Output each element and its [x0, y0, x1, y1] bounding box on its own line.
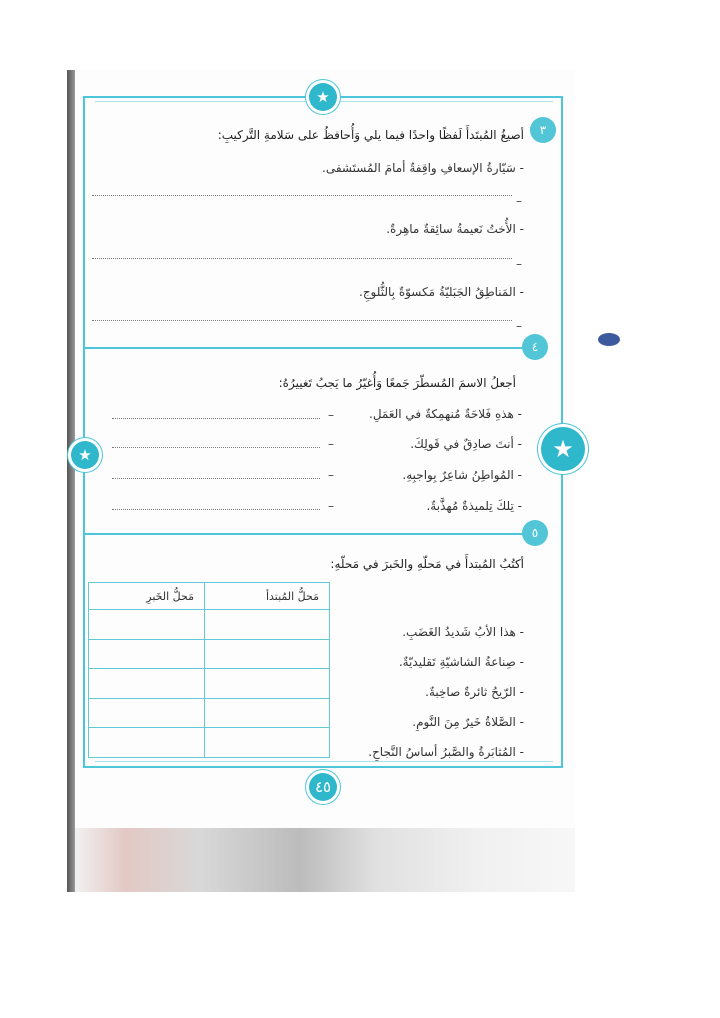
answer-dash: – — [328, 437, 334, 451]
answer-cell[interactable] — [204, 639, 329, 669]
exercise-1-item-3: - المَناطِقُ الجَبَليّةُ مَكسوّةٌ بِالثُّلوجِ. — [359, 285, 524, 299]
exercise-1-item-1: - سَيّارةُ الإسعافِ واقِفةٌ أمامَ المُستَشفى. — [322, 161, 524, 175]
exercise-1-instruction: أصيغُ المُبتَدأَ لَفظًا واحدًا فيما يلي وَأُحافظُ على سَلامةِ التَّركيبِ: — [217, 128, 524, 142]
exercise-1-badge: ٣ — [530, 117, 556, 143]
divider-1 — [85, 347, 545, 349]
table-row — [89, 639, 330, 669]
table-header-row — [89, 583, 330, 610]
answer-dash: – — [516, 257, 522, 271]
exercise-3-item-1: - هذا الأبُ شَديدُ الغَضَبِ. — [402, 625, 524, 639]
answer-cell[interactable] — [89, 639, 205, 669]
bottom-border-thin — [95, 761, 553, 762]
answer-cell[interactable] — [89, 669, 205, 699]
scan-bottom-strip — [75, 828, 575, 892]
exercise-2-item-1: - هذهِ فَلاحَةٌ مُنهمِكةٌ في العَمَلِ. — [369, 407, 522, 421]
table-row — [89, 669, 330, 699]
exercise-3-item-4: - الصَّلاةُ خَيرٌ مِنَ النَّومِ. — [412, 715, 524, 729]
exercise-2-item-4: - تِلكَ تِلميذةٌ مُهذَّبةٌ. — [426, 499, 522, 513]
right-star-emblem-icon: ★ — [541, 427, 585, 471]
answer-dash: – — [516, 194, 522, 208]
answer-dash: – — [328, 499, 334, 513]
exercise-3-badge: ٥ — [522, 520, 548, 546]
exercise-2-item-3: - المُواطِنُ شاعِرٌ بِواجبِهِ. — [402, 468, 522, 482]
exercise-2-instruction: أجعلُ الاسمَ المُسطّرَ جَمعًا وَأُغيّرُ ما يَجبُ تَغييرُهُ: — [278, 376, 516, 390]
answer-cell[interactable] — [89, 610, 205, 640]
answer-line[interactable] — [92, 320, 512, 321]
answer-line[interactable] — [112, 509, 320, 510]
bottom-page-emblem: ٤٥ — [309, 773, 337, 801]
table-header-subject: مَحلُّ المُبتدأ — [204, 583, 329, 610]
answer-cell[interactable] — [204, 728, 329, 758]
book-binding-shadow — [67, 70, 75, 892]
answer-cell[interactable] — [89, 728, 205, 758]
answer-dash: – — [328, 468, 334, 482]
table-row — [89, 698, 330, 728]
answer-line[interactable] — [112, 418, 320, 419]
table-row — [89, 728, 330, 758]
divider-2 — [85, 533, 545, 535]
exercise-1-item-2: - الأُختُ نَعيمةُ سائِقةٌ ماهِرةٌ. — [386, 222, 524, 236]
exercise-3-item-3: - الرّيحُ ثائرةٌ صاخِبةٌ. — [425, 685, 524, 699]
answer-table — [88, 582, 330, 758]
answer-dash: – — [328, 408, 334, 422]
table-header-predicate: مَحلُّ الخَبرِ — [89, 583, 205, 610]
answer-dash: – — [516, 319, 522, 333]
ink-blot — [598, 333, 620, 346]
answer-line[interactable] — [112, 447, 320, 448]
answer-cell[interactable] — [204, 698, 329, 728]
answer-line[interactable] — [92, 195, 512, 196]
answer-cell[interactable] — [89, 698, 205, 728]
answer-line[interactable] — [112, 478, 320, 479]
exercise-3-item-2: - صِناعةُ الشاشيّةِ تَقليديّةٌ. — [398, 655, 524, 669]
top-star-emblem-icon: ★ — [309, 83, 337, 111]
exercise-2-item-2: - أنتَ صادِقٌ في قَولِكَ. — [410, 437, 522, 451]
exercise-3-instruction: أكتُبُ المُبتدأَ في مَحلّهِ والخَبرَ في مَحلّهِ: — [330, 557, 524, 571]
left-star-emblem-icon: ★ — [71, 441, 99, 469]
answer-cell[interactable] — [204, 669, 329, 699]
bottom-border — [85, 766, 563, 768]
answer-line[interactable] — [92, 258, 512, 259]
answer-cell[interactable] — [204, 610, 329, 640]
table-row — [89, 610, 330, 640]
exercise-2-badge: ٤ — [522, 334, 548, 360]
left-border — [83, 96, 85, 768]
exercise-3-item-5: - المُثابَرةُ والصَّبرُ أساسُ النَّجاحِ. — [368, 745, 524, 759]
